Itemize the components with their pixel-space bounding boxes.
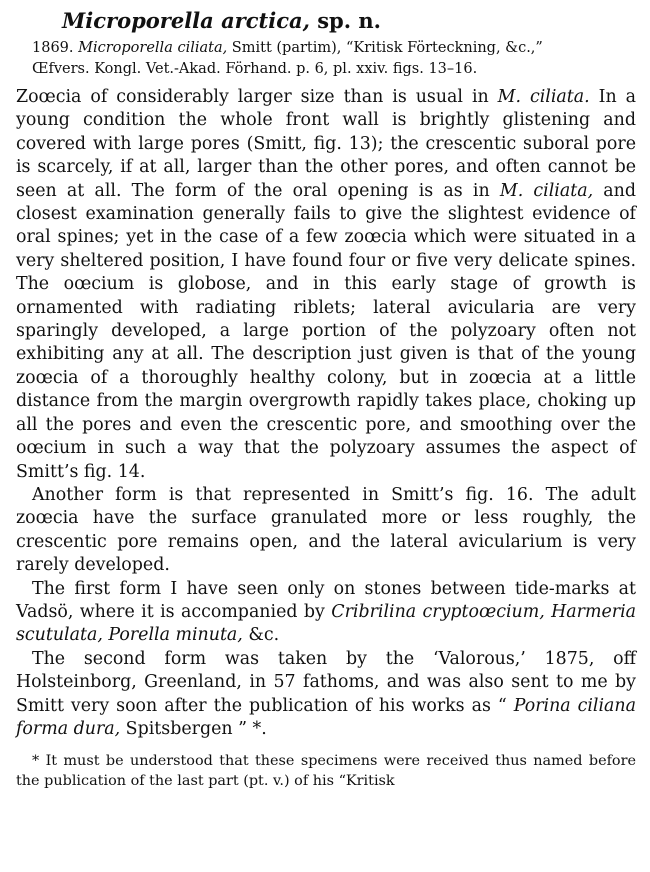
species-heading [62, 6, 636, 36]
para1-italic-1: M. ciliata. [497, 87, 590, 107]
synonymy-citation-1: Smitt (partim), “Kritisk Förteckning, &c.,” [227, 40, 543, 56]
para2-text: Another form is that represented in Smitt’s fig. 16. The adult zoœcia have the surface granulated more or less roughly, the crescentic pore remains open, and the lateral avicularium is very rarely developed. [16, 484, 636, 576]
para4-text-2: Spitsbergen ” *. [120, 718, 267, 739]
paragraph-another-form [16, 484, 636, 578]
para1-text-2: In a young condition the whole front wall is brightly glistening and covered with large pores (Smitt, fig. 13); the crescentic suboral pore is scarcely, if at all, larger than the other pores, and often cannot be seen at all. The form of the oral opening is as in [16, 87, 637, 201]
para4-italic: Porina ciliana forma dura, [16, 695, 636, 739]
paragraph-first-form-locality [16, 578, 636, 648]
para3-text-1: The first form I have seen only on stones between tide-marks at Vadsö, where it is accompanied by [16, 578, 636, 622]
species-status: sp. n. [309, 8, 381, 33]
synonymy-year: 1869. [32, 40, 74, 56]
paragraph-second-form-locality [16, 648, 636, 742]
para1-italic-2: M. ciliata, [499, 180, 594, 201]
synonymy-entry [16, 38, 636, 80]
para3-text-2: &c. [242, 625, 280, 646]
footnote [16, 751, 636, 791]
footnote-text: * It must be understood that these specimens were received thus named before the publication of the last part (pt. v.) of his “Kritisk [16, 753, 636, 790]
synonymy-citation-2: Œfvers. Kongl. Vet.-Akad. Förhand. p. 6, pl. xxiv. figs. 13–16. [32, 61, 478, 77]
species-name: Microporella arctica, [62, 8, 310, 33]
para4-text-1: The second form was taken by the ‘Valorous,’ 1875, off Holsteinborg, Greenland, in 57 fathoms, and was also sent to me by Smitt very soon after the publication of his works as “ [16, 648, 636, 716]
paragraph-description [16, 86, 636, 484]
synonymy-name: Microporella ciliata, [78, 40, 228, 56]
para1-text-1: Zoœcia of considerably larger size than is usual in [16, 87, 498, 107]
para1-text-3: and closest examination generally fails to give the slightest evidence of oral spines; yet in the case of a few zoœcia which were situated in a very sheltered position, I have found four or five very delicate spines. The oœcium is globose, and in this early stage of growth is ornamented with radiating riblets; lateral avicularia are very sparingly developed, a large portion of the polyzoary often not exhibiting any at all. The description just given is that of the young zoœcia of a thoroughly healthy colony, but in zoœcia at a little distance from the margin overgrowth rapidly takes place, choking up all the pores and even the crescentic pore, and smoothing over the oœcium in such a way that the polyzoary assumes the aspect of Smitt’s fig. 14. [16, 180, 637, 482]
para3-italic: Cribrilina cryptoœcium, Harmeria scutulata, Porella minuta, [16, 601, 637, 646]
document-page [16, 6, 636, 791]
